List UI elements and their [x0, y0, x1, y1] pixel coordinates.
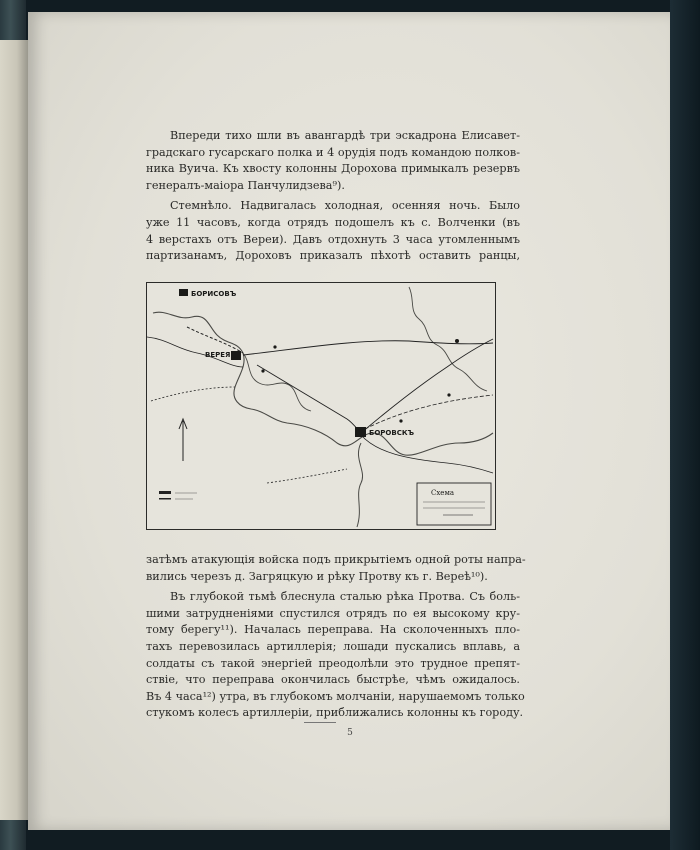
road	[151, 387, 235, 401]
text-line: стукомъ колесъ артиллеріи, приближались колонны къ городу.	[146, 706, 524, 720]
book-page	[28, 12, 672, 830]
book-cover-edge	[670, 0, 700, 850]
town-label-borisov: БОРИСОВЪ	[191, 290, 237, 298]
town-marker	[179, 289, 188, 296]
text-line: Въ глубокой тьмѣ блеснула сталью рѣка Протва. Съ боль-	[170, 590, 520, 604]
village-marker	[261, 369, 264, 372]
page-number: 5	[347, 728, 353, 738]
paragraph	[146, 552, 526, 585]
river-tributary	[243, 353, 311, 411]
road	[267, 469, 347, 483]
text-line: ника Вуича. Къ хвосту колонны Дорохова примыкалъ резервъ	[146, 162, 520, 176]
text-line: Въ 4 часа¹²) утра, въ глубокомъ молчаніи, нарушаемомъ только	[146, 689, 525, 703]
town-marker	[355, 427, 366, 437]
town-label-vereya: ВЕРЕЯ	[205, 351, 231, 359]
text-line: тому берегу¹¹). Началась переправа. На сколоченныхъ пло-	[146, 623, 520, 637]
paragraph	[146, 128, 520, 194]
river-north	[409, 287, 487, 391]
map-drawing	[147, 283, 495, 529]
text-line: генералъ-маіора Панчулидзева⁹).	[146, 178, 345, 192]
text-line: солдаты съ такой энергіей преодолѣли это трудное препят-	[146, 656, 520, 670]
text-line: затѣмъ атакующія войска подъ прикрытіемъ одной роты напра-	[146, 553, 526, 566]
text-line: Впереди тихо шли въ авангардѣ три эскадрона Елисавет-	[170, 129, 520, 142]
village-marker	[455, 339, 459, 343]
text-line: тахъ перевозилась артиллерія; лошади пускались вплавь, а	[146, 639, 520, 653]
text-line: партизанамъ, Дороховъ приказалъ пѣхотѣ оставить ранцы,	[146, 249, 520, 263]
road	[187, 327, 243, 353]
village-marker	[399, 419, 402, 422]
village-marker	[447, 393, 450, 396]
legend-swatch	[159, 498, 171, 500]
text-line: ствіе, что переправа окончилась быстрѣе, чѣмъ ожидалось.	[146, 673, 520, 687]
legend-swatch	[159, 491, 171, 494]
paragraph	[146, 589, 525, 722]
river-protva	[153, 312, 493, 455]
river-south	[357, 443, 363, 527]
town-label-borovsk: БОРОВСКЪ	[369, 429, 415, 437]
text-line: Стемнѣло. Надвигалась холодная, осенняя ночь. Было	[170, 199, 520, 213]
town-marker	[231, 351, 241, 360]
road	[257, 365, 361, 433]
road	[243, 341, 493, 355]
road	[365, 395, 493, 429]
road	[361, 435, 493, 473]
text-line: уже 11 часовъ, когда отрядъ подошелъ къ с. Волченки (въ	[146, 215, 520, 229]
page-number-rule	[304, 722, 336, 723]
text-line: вились черезъ д. Загряцкую и рѣку Протву къ г. Вереѣ¹⁰).	[146, 569, 488, 583]
road	[361, 339, 493, 433]
text-block-bottom	[146, 552, 526, 722]
paragraph	[146, 198, 520, 264]
map-legend-title: Схема	[431, 489, 455, 497]
map-figure	[146, 282, 496, 530]
text-line: шими затрудненіями спустился отрядъ по ея высокому кру-	[146, 606, 520, 620]
text-line: градскаго гусарскаго полка и 4 орудія подъ командою полков-	[146, 145, 520, 159]
text-block-top	[146, 128, 520, 265]
text-line: 4 верстахъ отъ Вереи). Давъ отдохнуть 3 часа утомленнымъ	[146, 232, 520, 246]
village-marker	[273, 345, 276, 348]
left-page-edge	[0, 40, 28, 820]
